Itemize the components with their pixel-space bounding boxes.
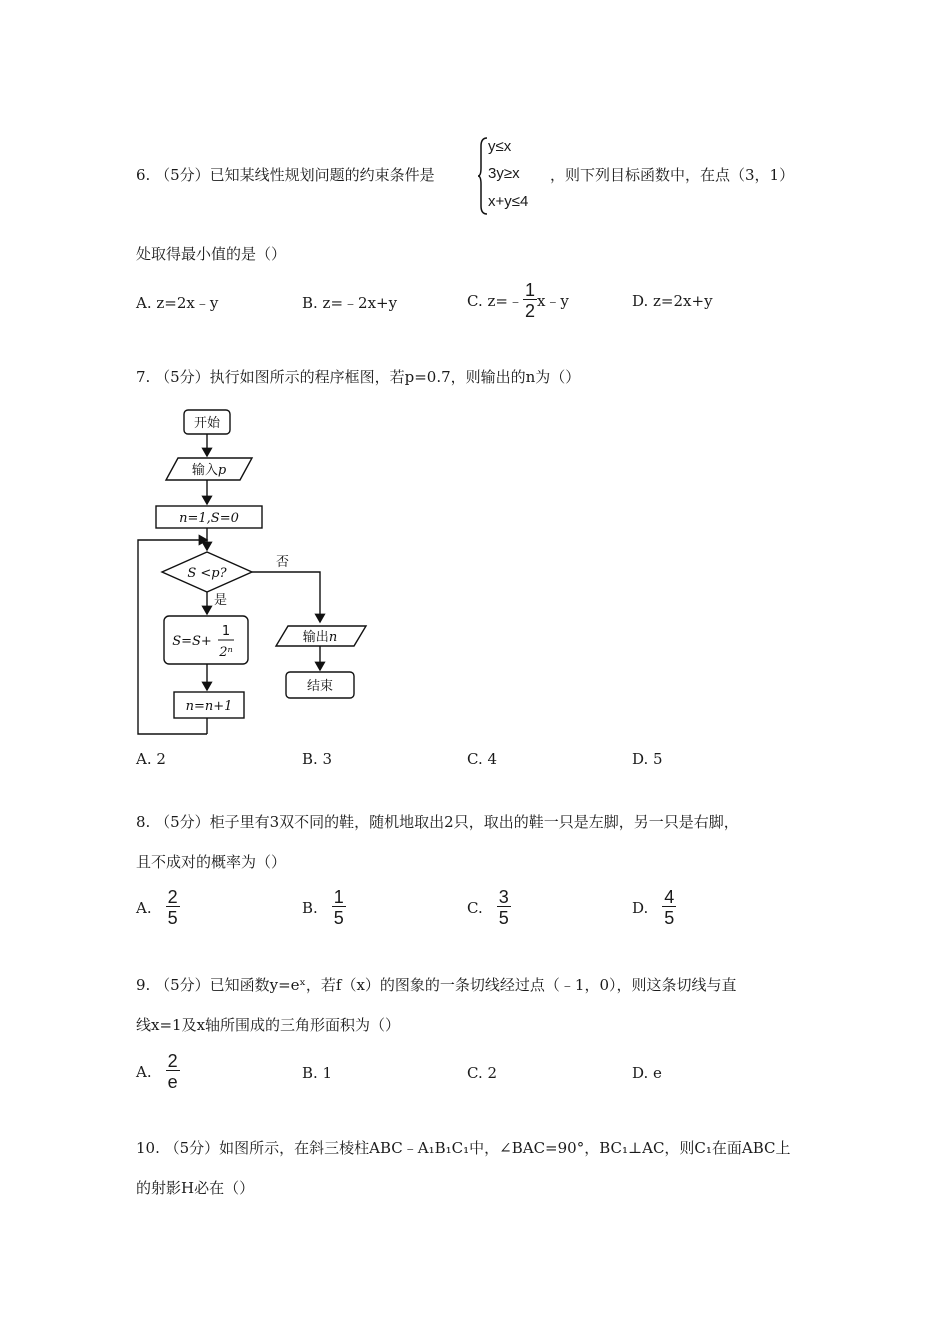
q6-stem-after: ，则下列目标函数中，在点（3，1） bbox=[550, 166, 795, 184]
q8-option-a[interactable] bbox=[136, 888, 180, 927]
q8-option-d[interactable] bbox=[632, 888, 676, 927]
flow-yes-label: 是 bbox=[214, 593, 228, 608]
fraction-denominator: 5 bbox=[664, 908, 675, 928]
flow-output-var: n bbox=[328, 630, 338, 645]
fraction-numerator: 3 bbox=[498, 887, 509, 907]
flow-input-text: 输入 bbox=[191, 463, 218, 478]
fraction-denominator: 2 bbox=[524, 301, 535, 321]
q6-option-d[interactable]: D. z=2x+y bbox=[632, 292, 713, 310]
q9-option-b[interactable]: B. 1 bbox=[302, 1064, 333, 1082]
q9-stem-line2: 线x=1及x轴所围成的三角形面积为（） bbox=[136, 1016, 401, 1034]
fraction-denominator: 5 bbox=[498, 908, 509, 928]
fraction-numerator: 1 bbox=[524, 280, 535, 300]
flow-input-label bbox=[192, 462, 227, 478]
q7-option-a[interactable]: A. 2 bbox=[136, 750, 166, 768]
flow-update-left: S=S+ bbox=[172, 634, 212, 649]
q8-option-c[interactable] bbox=[467, 888, 511, 927]
q7-option-c[interactable]: C. 4 bbox=[467, 750, 498, 768]
option-label: C. bbox=[467, 898, 483, 917]
flow-decision-label: S <p? bbox=[187, 566, 227, 581]
q6-option-b[interactable]: B. z=﹣2x+y bbox=[302, 294, 398, 312]
q6-stem-line2: 处取得最小值的是（） bbox=[136, 245, 287, 263]
q7-option-b[interactable]: B. 3 bbox=[302, 750, 333, 768]
flow-update-num: 1 bbox=[221, 624, 231, 639]
q9-option-a[interactable] bbox=[136, 1052, 180, 1091]
q7-option-d[interactable]: D. 5 bbox=[632, 750, 663, 768]
flow-no-label: 否 bbox=[276, 555, 290, 570]
option-label: A. bbox=[136, 1062, 152, 1081]
q6-constraint-system bbox=[478, 136, 538, 216]
q9-option-c[interactable]: C. 2 bbox=[467, 1064, 498, 1082]
flow-output-label bbox=[303, 629, 337, 645]
q8-stem-line2: 且不成对的概率为（） bbox=[136, 853, 287, 871]
fraction-denominator: 5 bbox=[333, 908, 344, 928]
option-label: A. bbox=[136, 898, 152, 917]
left-brace-icon bbox=[478, 136, 488, 216]
option-fraction bbox=[166, 1052, 180, 1091]
q6-stem-before: 6. （5分）已知某线性规划问题的约束条件是 bbox=[136, 166, 435, 184]
q6-option-a[interactable]: A. z=2x﹣y bbox=[136, 294, 219, 312]
q6-constraint-3: x+y≤4 bbox=[488, 193, 529, 210]
q8-stem-line1: 8. （5分）柜子里有3双不同的鞋，随机地取出2只，取出的鞋一只是左脚，另一只是右脚， bbox=[136, 813, 739, 831]
q6-constraint-2: 3y≥x bbox=[488, 165, 520, 182]
q7-flowchart bbox=[128, 400, 378, 740]
fraction-denominator: e bbox=[167, 1072, 178, 1092]
flow-end-label: 结束 bbox=[306, 679, 334, 694]
fraction-numerator: 1 bbox=[333, 887, 344, 907]
option-label: B. bbox=[302, 898, 318, 917]
q6-option-c-suffix: x﹣y bbox=[536, 292, 569, 310]
option-label: D. bbox=[632, 898, 649, 917]
q7-stem: 7. （5分）执行如图所示的程序框图，若p=0.7，则输出的n为（） bbox=[136, 368, 581, 386]
option-fraction bbox=[166, 888, 180, 927]
fraction-numerator: 2 bbox=[167, 1051, 178, 1071]
q6-option-c[interactable] bbox=[467, 281, 569, 320]
flow-update-den: 2ⁿ bbox=[219, 645, 233, 660]
flow-incr-label: n=n+1 bbox=[185, 699, 233, 714]
flow-no-branch bbox=[252, 572, 320, 622]
fraction-numerator: 4 bbox=[664, 887, 675, 907]
fraction-denominator: 5 bbox=[167, 908, 178, 928]
q10-stem-line2: 的射影H必在（） bbox=[136, 1179, 255, 1197]
q6-option-c-prefix: C. z=﹣ bbox=[467, 292, 523, 310]
fraction-numerator: 2 bbox=[167, 887, 178, 907]
flow-input-var: p bbox=[217, 463, 227, 478]
flow-output-text: 输出 bbox=[302, 630, 329, 645]
q10-stem-line1: 10. （5分）如图所示，在斜三棱柱ABC﹣A₁B₁C₁中，∠BAC=90°，BC₁⊥AC，则C₁在面ABC上 bbox=[136, 1139, 791, 1157]
flow-start-label: 开始 bbox=[193, 416, 221, 431]
q9-option-d[interactable]: D. e bbox=[632, 1064, 662, 1082]
q6-stem bbox=[136, 164, 435, 185]
q6-constraint-1: y≤x bbox=[488, 138, 512, 155]
option-fraction bbox=[497, 888, 511, 927]
option-fraction bbox=[332, 888, 346, 927]
q8-option-b[interactable] bbox=[302, 888, 346, 927]
q9-stem-line1: 9. （5分）已知函数y=eˣ，若f（x）的图象的一条切线经过点（﹣1，0），则这条切线与直 bbox=[136, 976, 737, 994]
option-fraction bbox=[662, 888, 676, 927]
flow-init-label: n=1,S=0 bbox=[179, 511, 239, 526]
q6-option-c-fraction bbox=[523, 281, 537, 320]
